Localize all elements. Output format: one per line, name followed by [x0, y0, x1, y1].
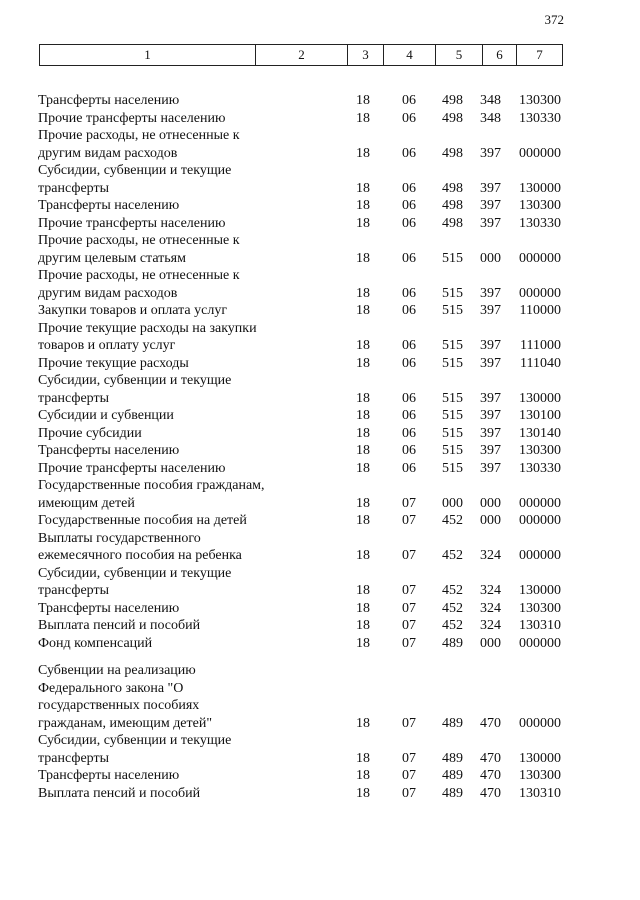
- row-code-4: 07: [402, 513, 416, 528]
- row-code-3: 18: [356, 145, 370, 161]
- row-code-3: 18: [356, 635, 370, 651]
- row-code-7: 130000: [519, 390, 561, 406]
- table-row: [0, 267, 640, 302]
- table-row: [0, 512, 640, 530]
- row-name: Трансферты населению: [38, 93, 180, 108]
- row-code-4: 06: [402, 408, 416, 423]
- row-code-4: 06: [402, 303, 416, 318]
- row-code-5: 515: [442, 250, 463, 266]
- row-code-7: 130300: [519, 443, 561, 458]
- row-code-7: 130310: [519, 618, 561, 633]
- row-code-3: 18: [356, 425, 370, 441]
- row-code-6: 324: [480, 600, 501, 616]
- table-row: [0, 215, 640, 233]
- row-code-3: 18: [356, 355, 370, 371]
- row-code-4: 06: [402, 285, 416, 301]
- row-code-5: 489: [442, 768, 463, 783]
- row-name: Трансферты населению: [38, 443, 180, 458]
- row-code-4: 07: [402, 715, 416, 731]
- row-name: Прочие трансферты населению: [38, 215, 226, 231]
- row-code-4: 07: [402, 583, 416, 598]
- row-code-5: 498: [442, 180, 463, 196]
- row-name: Прочие трансферты населению: [38, 460, 226, 476]
- row-code-7: 130310: [519, 785, 561, 801]
- row-code-3: 18: [356, 750, 370, 766]
- row-code-7: 000000: [519, 548, 561, 563]
- row-name: Закупки товаров и оплата услуг: [38, 303, 228, 318]
- row-code-6: 000: [480, 495, 501, 511]
- row-code-7: 130330: [519, 110, 561, 126]
- row-code-7: 130100: [519, 408, 561, 423]
- row-code-4: 07: [402, 495, 416, 511]
- row-code-5: 489: [442, 750, 463, 766]
- row-code-7: 130300: [519, 600, 561, 616]
- column-header-1: 1: [144, 47, 151, 62]
- row-code-4: 06: [402, 180, 416, 196]
- row-code-6: 397: [480, 198, 501, 213]
- row-code-4: 07: [402, 750, 416, 766]
- row-code-5: 452: [442, 513, 463, 528]
- row-code-3: 18: [356, 548, 370, 563]
- row-name: Субсидии, субвенции и текущие трансферты: [38, 733, 232, 766]
- column-header-5: 5: [435, 45, 482, 65]
- row-code-4: 06: [402, 110, 416, 126]
- row-code-4: 06: [402, 198, 416, 213]
- row-code-6: 397: [480, 215, 501, 231]
- row-code-5: 515: [442, 408, 463, 423]
- row-code-7: 111000: [520, 338, 561, 353]
- row-code-7: 000000: [519, 715, 561, 731]
- row-code-3: 18: [356, 93, 370, 108]
- row-code-6: 397: [480, 390, 501, 406]
- row-code-7: 130140: [519, 425, 561, 441]
- table-row: [0, 232, 640, 267]
- table-row: [0, 617, 640, 635]
- row-code-5: 498: [442, 110, 463, 126]
- table-row: [0, 407, 640, 425]
- row-code-6: 000: [480, 635, 501, 651]
- row-code-3: 18: [356, 390, 370, 406]
- row-code-6: 470: [480, 785, 501, 801]
- table-row: [0, 302, 640, 320]
- row-name: Прочие трансферты населению: [38, 110, 226, 126]
- row-code-3: 18: [356, 513, 370, 528]
- table-row: [0, 565, 640, 600]
- row-code-3: 18: [356, 583, 370, 598]
- row-name: Прочие текущие расходы: [38, 355, 189, 371]
- row-code-5: 452: [442, 548, 463, 563]
- row-name: Прочие расходы, не отнесенные к другим видам расходов: [38, 128, 240, 161]
- row-code-3: 18: [356, 285, 370, 301]
- row-code-3: 18: [356, 215, 370, 231]
- row-code-5: 000: [442, 495, 463, 511]
- row-code-4: 07: [402, 635, 416, 651]
- table-row: [0, 662, 640, 732]
- row-code-4: 06: [402, 355, 416, 371]
- row-name: Трансферты населению: [38, 600, 180, 616]
- row-code-7: 130000: [519, 180, 561, 196]
- row-code-4: 06: [402, 215, 416, 231]
- row-code-7: 000000: [519, 635, 561, 651]
- row-name: Выплата пенсий и пособий: [38, 618, 201, 633]
- table-row: [0, 600, 640, 618]
- table-row: [0, 460, 640, 478]
- row-code-6: 397: [480, 425, 501, 441]
- row-code-6: 397: [480, 355, 501, 371]
- row-code-3: 18: [356, 768, 370, 783]
- row-code-5: 489: [442, 785, 463, 801]
- table-row: [0, 197, 640, 215]
- row-code-6: 000: [480, 513, 501, 528]
- row-code-4: 06: [402, 250, 416, 266]
- row-code-7: 130000: [519, 583, 561, 598]
- row-code-3: 18: [356, 110, 370, 126]
- row-code-5: 515: [442, 443, 463, 458]
- row-code-5: 515: [442, 390, 463, 406]
- row-name: Выплаты государственного ежемесячного пособия на ребенка: [38, 530, 242, 563]
- column-header-2: 2: [255, 45, 347, 65]
- row-name: Субсидии, субвенции и текущие трансферты: [38, 163, 232, 196]
- row-code-3: 18: [356, 460, 370, 476]
- row-code-4: 07: [402, 785, 416, 801]
- row-code-4: 06: [402, 390, 416, 406]
- row-code-6: 324: [480, 618, 501, 633]
- row-code-6: 397: [480, 285, 501, 301]
- row-code-3: 18: [356, 180, 370, 196]
- row-code-5: 515: [442, 460, 463, 476]
- row-code-7: 000000: [519, 285, 561, 301]
- row-code-5: 498: [442, 198, 463, 213]
- row-code-5: 498: [442, 215, 463, 231]
- row-code-7: 000000: [519, 250, 561, 266]
- row-code-6: 348: [480, 93, 501, 108]
- row-code-3: 18: [356, 618, 370, 633]
- column-header-row: [39, 44, 563, 66]
- row-code-6: 470: [480, 750, 501, 766]
- row-name: Государственные пособия гражданам, имеющим детей: [38, 478, 265, 511]
- page-number: 372: [544, 12, 564, 27]
- row-name: Субвенции на реализацию Федерального закона "О государственных пособиях гражданам, имеющим детей": [38, 663, 213, 731]
- row-code-4: 07: [402, 600, 416, 616]
- row-code-7: 130330: [519, 215, 561, 231]
- row-code-6: 397: [480, 408, 501, 423]
- row-code-5: 515: [442, 425, 463, 441]
- budget-table-body: [0, 92, 640, 802]
- row-code-5: 452: [442, 600, 463, 616]
- row-name: Субсидии, субвенции и текущие трансферты: [38, 373, 232, 406]
- row-name: Прочие субсидии: [38, 425, 142, 441]
- row-code-6: 470: [480, 715, 501, 731]
- row-code-4: 06: [402, 93, 416, 108]
- row-code-7: 000000: [519, 495, 561, 511]
- row-name: Субсидии, субвенции и текущие трансферты: [38, 565, 232, 598]
- row-code-7: 130000: [519, 750, 561, 766]
- row-code-7: 000000: [519, 145, 561, 161]
- row-code-6: 348: [480, 110, 501, 126]
- column-header-6: 6: [482, 45, 516, 65]
- row-name: Трансферты населению: [38, 198, 180, 213]
- row-code-3: 18: [356, 495, 370, 511]
- row-code-5: 515: [442, 338, 463, 353]
- row-code-5: 498: [442, 93, 463, 108]
- row-name: Субсидии и субвенции: [38, 408, 174, 423]
- row-name: Государственные пособия на детей: [38, 513, 247, 528]
- table-row: [0, 162, 640, 197]
- row-code-6: 397: [480, 303, 501, 318]
- table-row: [0, 732, 640, 767]
- column-header-4: 4: [383, 45, 435, 65]
- row-code-6: 000: [480, 250, 501, 266]
- row-code-3: 18: [356, 250, 370, 266]
- row-code-7: 130300: [519, 198, 561, 213]
- row-code-5: 515: [442, 303, 463, 318]
- row-code-7: 110000: [519, 303, 561, 318]
- row-code-4: 06: [402, 425, 416, 441]
- row-code-3: 18: [356, 303, 370, 318]
- row-code-3: 18: [356, 443, 370, 458]
- row-name: Прочие расходы, не отнесенные к другим видам расходов: [38, 268, 240, 301]
- row-name: Прочие текущие расходы на закупки товаров и оплату услуг: [38, 320, 257, 353]
- row-code-5: 452: [442, 618, 463, 633]
- row-code-5: 452: [442, 583, 463, 598]
- row-code-6: 397: [480, 443, 501, 458]
- row-code-5: 498: [442, 145, 463, 161]
- table-row: [0, 320, 640, 355]
- table-row: [0, 442, 640, 460]
- table-row: [0, 530, 640, 565]
- row-code-7: 111040: [520, 355, 561, 371]
- row-code-7: 130300: [519, 768, 561, 783]
- row-code-7: 130330: [519, 460, 561, 476]
- row-code-6: 397: [480, 180, 501, 196]
- column-header-7: 7: [516, 45, 562, 65]
- row-code-4: 07: [402, 548, 416, 563]
- row-name: Выплата пенсий и пособий: [38, 785, 201, 801]
- row-code-6: 397: [480, 145, 501, 161]
- row-code-3: 18: [356, 785, 370, 801]
- table-row: [0, 425, 640, 443]
- table-row: [0, 785, 640, 803]
- table-row: [0, 477, 640, 512]
- table-row: [0, 635, 640, 653]
- table-row: [0, 372, 640, 407]
- row-name: Трансферты населению: [38, 768, 180, 783]
- row-code-5: 489: [442, 715, 463, 731]
- row-code-3: 18: [356, 198, 370, 213]
- row-code-4: 06: [402, 338, 416, 353]
- row-code-7: 000000: [519, 513, 561, 528]
- row-code-3: 18: [356, 600, 370, 616]
- table-row: [0, 110, 640, 128]
- row-code-6: 397: [480, 460, 501, 476]
- row-code-4: 07: [402, 768, 416, 783]
- row-name: Фонд компенсаций: [38, 635, 153, 651]
- row-code-3: 18: [356, 338, 370, 353]
- row-code-5: 515: [442, 355, 463, 371]
- row-code-6: 324: [480, 583, 501, 598]
- row-code-4: 07: [402, 618, 416, 633]
- row-code-5: 489: [442, 635, 463, 651]
- row-code-4: 06: [402, 443, 416, 458]
- table-row: [0, 355, 640, 373]
- row-code-6: 397: [480, 338, 501, 353]
- row-name: Прочие расходы, не отнесенные к другим целевым статьям: [38, 233, 240, 266]
- row-code-4: 06: [402, 460, 416, 476]
- table-row: [0, 767, 640, 785]
- row-code-5: 515: [442, 285, 463, 301]
- table-row: [0, 127, 640, 162]
- row-code-7: 130300: [519, 93, 561, 108]
- table-row: [0, 92, 640, 110]
- row-code-6: 470: [480, 768, 501, 783]
- row-code-6: 324: [480, 548, 501, 563]
- row-code-4: 06: [402, 145, 416, 161]
- column-header-3: 3: [347, 45, 383, 65]
- row-code-3: 18: [356, 408, 370, 423]
- row-code-3: 18: [356, 715, 370, 731]
